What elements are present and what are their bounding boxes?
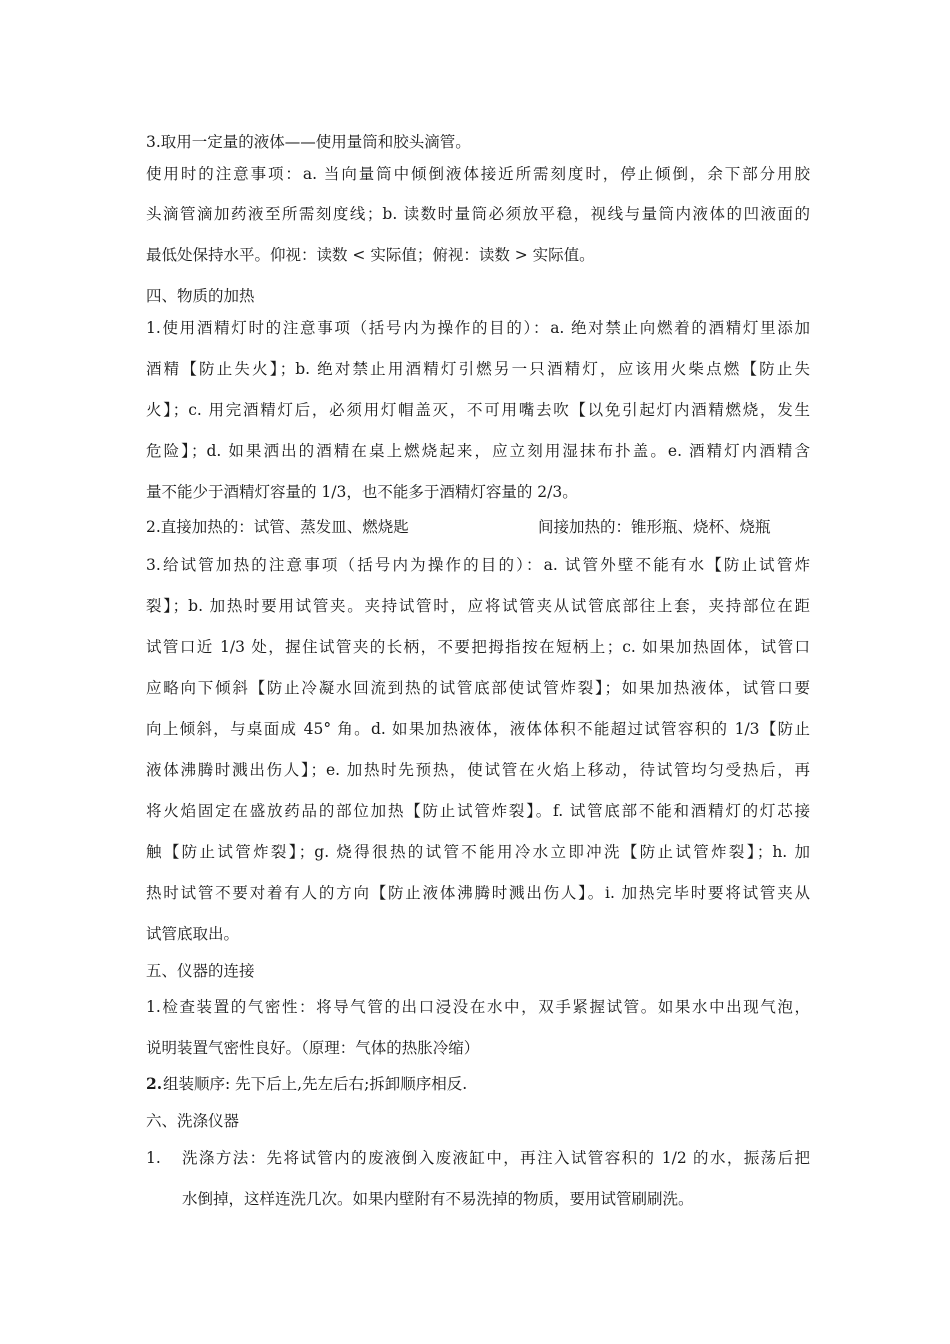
paragraph-line: 2.直接加热的：试管、蒸发皿、燃烧匙 — [146, 518, 409, 536]
paragraph-line: 触【防止试管炸裂】；g. 烧得很热的试管不能用冷水立即冲洗【防止试管炸裂】；h. 加 — [146, 843, 810, 861]
paragraph-line: 火】；c. 用完酒精灯后，必须用灯帽盖灭，不可用嘴去吹【以免引起灯内酒精燃烧，发生 — [146, 401, 810, 419]
paragraph-line: 酒精【防止失火】；b. 绝对禁止用酒精灯引燃另一只酒精灯，应该用火柴点燃【防止失 — [146, 360, 810, 378]
paragraph-line: 热时试管不要对着有人的方向【防止液体沸腾时溅出伤人】。i. 加热完毕时要将试管夹从 — [146, 884, 810, 902]
paragraph-line: 使用时的注意事项：a. 当向量筒中倾倒液体接近所需刻度时，停止倾倒，余下部分用胶 — [146, 165, 810, 183]
paragraph-line: 裂】；b. 加热时要用试管夹。夹持试管时，应将试管夹从试管底部往上套，夹持部位在距 — [146, 597, 810, 615]
paragraph-line: 试管底取出。 — [146, 925, 240, 943]
paragraph-line: 间接加热的：锥形瓶、烧杯、烧瓶 — [538, 518, 771, 536]
paragraph-line: 3.取用一定量的液体——使用量筒和胶头滴管。 — [146, 133, 471, 151]
section-heading: 五、仪器的连接 — [146, 962, 255, 980]
paragraph-line: 应略向下倾斜【防止冷凝水回流到热的试管底部使试管炸裂】；如果加热液体，试管口要 — [146, 679, 810, 697]
section-heading: 四、物质的加热 — [146, 287, 255, 305]
list-number: 2. — [146, 1074, 163, 1093]
section-heading: 六、洗涤仪器 — [146, 1112, 240, 1130]
paragraph-line: 最低处保持水平。仰视：读数 < 实际值；俯视：读数 > 实际值。 — [146, 246, 595, 264]
paragraph-line: 水倒掉，这样连洗几次。如果内壁附有不易洗掉的物质，要用试管刷刷洗。 — [182, 1190, 694, 1208]
paragraph-line: 洗涤方法：先将试管内的废液倒入废液缸中，再注入试管容积的 1/2 的水，振荡后把 — [182, 1149, 810, 1167]
list-number: 1. — [146, 1149, 161, 1167]
paragraph-line: 液体沸腾时溅出伤人】；e. 加热时先预热，使试管在火焰上移动，待试管均匀受热后，再 — [146, 761, 810, 779]
paragraph-line: 1.使用酒精灯时的注意事项（括号内为操作的目的）：a. 绝对禁止向燃着的酒精灯里添加 — [146, 319, 810, 337]
paragraph-line: 组装顺序: 先下后上,先左后右;拆卸顺序相反. — [163, 1075, 468, 1093]
paragraph-line: 向上倾斜，与桌面成 45° 角。d. 如果加热液体，液体体积不能超过试管容积的 1/3【防止 — [146, 720, 810, 738]
paragraph-line: 1.检查装置的气密性：将导气管的出口浸没在水中，双手紧握试管。如果水中出现气泡， — [146, 998, 810, 1016]
paragraph-line: 头滴管滴加药液至所需刻度线；b. 读数时量筒必须放平稳，视线与量筒内液体的凹液面的 — [146, 205, 810, 223]
paragraph-line: 将火焰固定在盛放药品的部位加热【防止试管炸裂】。f. 试管底部不能和酒精灯的灯芯接 — [146, 802, 810, 820]
paragraph-line: 说明装置气密性良好。（原理：气体的热胀冷缩） — [146, 1039, 480, 1057]
paragraph-line: 试管口近 1/3 处，握住试管夹的长柄，不要把拇指按在短柄上；c. 如果加热固体，试管口 — [146, 638, 810, 656]
paragraph-line: 危险】；d. 如果洒出的酒精在桌上燃烧起来，应立刻用湿抹布扑盖。e. 酒精灯内酒精含 — [146, 442, 810, 460]
paragraph-line: 量不能少于酒精灯容量的 1/3，也不能多于酒精灯容量的 2/3。 — [146, 483, 578, 501]
paragraph-line: 3.给试管加热的注意事项（括号内为操作的目的）：a. 试管外壁不能有水【防止试管炸 — [146, 556, 810, 574]
